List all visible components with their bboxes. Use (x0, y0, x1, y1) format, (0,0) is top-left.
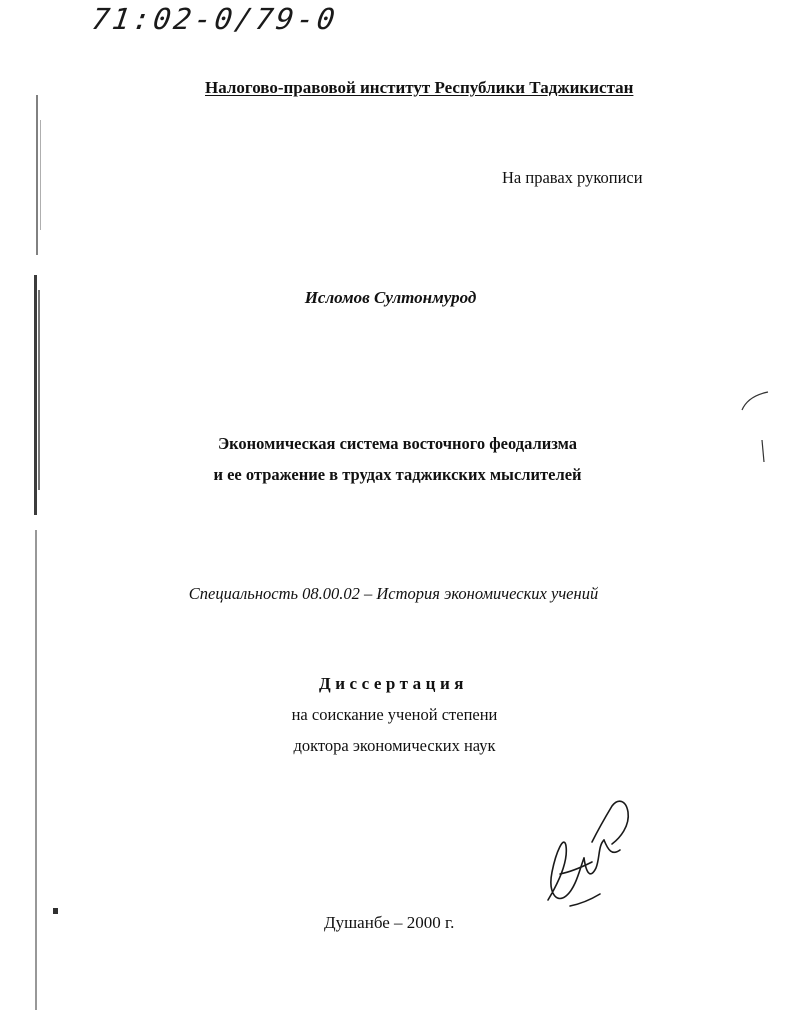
author-name: Исломов Султонмурод (304, 288, 477, 307)
place-and-year: Душанбе – 2000 г. (324, 913, 455, 932)
margin-bracket-mark (742, 392, 768, 410)
handwritten-catalog-code: 71:02-0/79-0 (89, 2, 340, 36)
manuscript-rights-note: На правах рукописи (502, 168, 643, 187)
dissertation-title-line-1: Экономическая система восточного феодализма (217, 434, 578, 453)
dissertation-title-line-2: и ее отражение в трудах таджикских мыслителей (213, 465, 582, 484)
degree-line-2: доктора экономических наук (293, 736, 496, 755)
document-type: Диссертация (319, 674, 468, 693)
institution-name: Налогово-правовой институт Республики Таджикистан (205, 78, 634, 97)
degree-line-1: на соискание ученой степени (291, 705, 498, 724)
margin-tick-mark (762, 440, 764, 462)
signature-drawing (548, 801, 628, 906)
specialty-line: Специальность 08.00.02 – История экономических учений (188, 584, 599, 603)
